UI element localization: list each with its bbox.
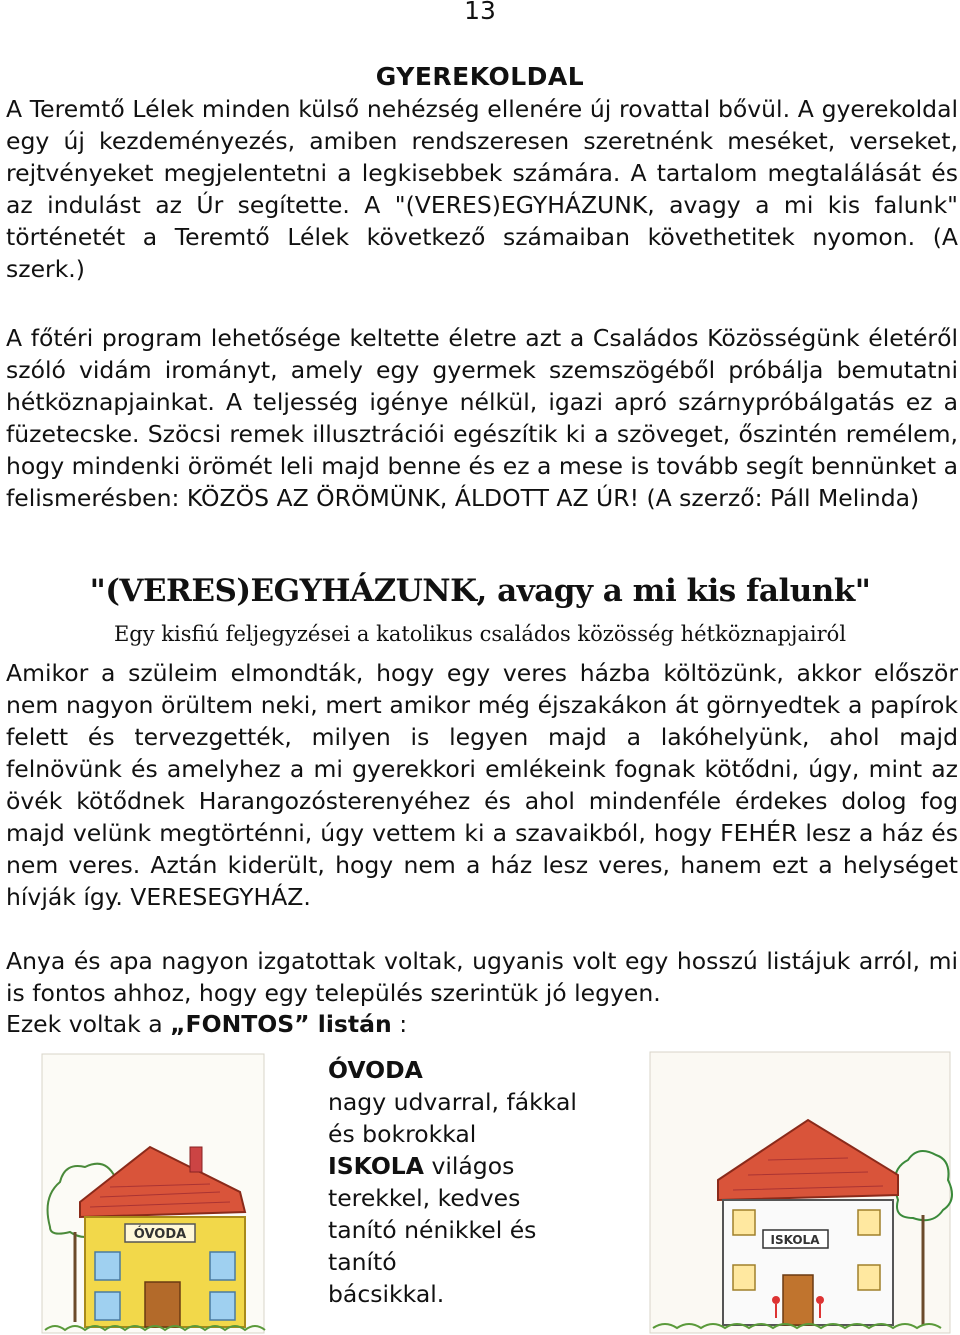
list-item-iskola-line3: tanító nénikkel és <box>328 1216 537 1244</box>
list-item-ovoda-line2: és bokrokkal <box>328 1120 477 1148</box>
list-paragraph: Anya és apa nagyon izgatottak voltak, ugyanis volt egy hosszú listájuk arról, mi is fontos ahhoz, hogy egy település szerintük jó legyen. <box>6 947 958 1007</box>
kindergarten-sign: ÓVODA <box>133 1227 187 1242</box>
intro-paragraph: A Teremtő Lélek minden külső nehézség ellenére új rovattal bővül. A gyerekoldal egy új kezdeményezés, amiben rendszeresen szeretnénk meséket, verseket, rejtvényeket megjelentetni a legkisebbek számára. A tartalom megtalálását és az indulást az Úr segítette. A "(VERES)EGYHÁZUNK, avagy a mi kis falunk" történetét a Teremtő Lélek következő számaiban követhetitek nyomon. (A szerk.) <box>6 95 958 283</box>
list-intro-end: : <box>391 1010 408 1038</box>
second-paragraph: A főtéri program lehetősége keltette életre azt a Családos Közösségünk életéről szóló vidám irományt, amely egy gyermek szemszögéből próbálja bemutatni hétköznapjainkat. A teljesség igénye nélkül, igazi apró szárnypróbálgatás ez a füzetecske. Szöcsi remek illusztrációi egészítik ki a szöveget, őszintén remélem, hogy mindenki örömét leli majd benne és ez a mese is tovább segít bennünket a felismerésben: KÖZÖS AZ ÖRÖMÜNK, ÁLDOTT AZ ÚR! (A szerző: Páll Melinda) <box>6 324 958 512</box>
section-title: GYEREKOLDAL <box>375 62 585 91</box>
list-item-iskola-first-line <box>328 1150 628 1182</box>
list-item-iskola-line4: tanító <box>328 1248 397 1276</box>
list-item-ovoda-line1: nagy udvarral, fákkal <box>328 1088 577 1116</box>
list-item-iskola-line1: világos <box>423 1152 515 1180</box>
story-subtitle: Egy kisfiú feljegyzései a katolikus családos közösség hétköznapjairól <box>113 622 847 646</box>
list-item-ovoda-label: ÓVODA <box>328 1056 423 1084</box>
school-drawing <box>648 1050 960 1335</box>
school-sign: ISKOLA <box>770 1233 820 1247</box>
fontos-list <box>328 1054 628 1310</box>
page-number: 13 <box>464 0 496 25</box>
list-item-iskola-label: ISKOLA <box>328 1152 424 1180</box>
list-item-iskola-line5: bácsikkal. <box>328 1280 445 1308</box>
list-intro-text: Ezek voltak a <box>6 1010 171 1038</box>
list-intro-bold: „FONTOS” listán <box>170 1010 392 1038</box>
kindergarten-drawing <box>40 1052 266 1335</box>
story-paragraph: Amikor a szüleim elmondták, hogy egy veres házba költözünk, akkor először nem nagyon örültem neki, mert amikor még éjszakákon át görnyedtek a papírok felett és tervezgették, milyen is legyen majd a lakóhelyünk, ahol majd felnövünk és amelyhez a mi gyerekkori emlékeink fognak kötődni, úgy, mint az övék kötődnek Harangozósterenyéhez és ahol mindenféle érdekes dolog fog majd velünk megtörténni, úgy vettem ki a szavaikból, hogy FEHÉR lesz a ház és nem veres. Aztán kiderült, hogy nem a ház lesz veres, hanem ezt a helységet hívják így. VERESEGYHÁZ. <box>6 659 958 911</box>
list-item-iskola-line2: terekkel, kedves <box>328 1184 521 1212</box>
story-title: "(VERES)EGYHÁZUNK, avagy a mi kis falunk" <box>89 573 871 609</box>
list-intro <box>6 1008 407 1040</box>
